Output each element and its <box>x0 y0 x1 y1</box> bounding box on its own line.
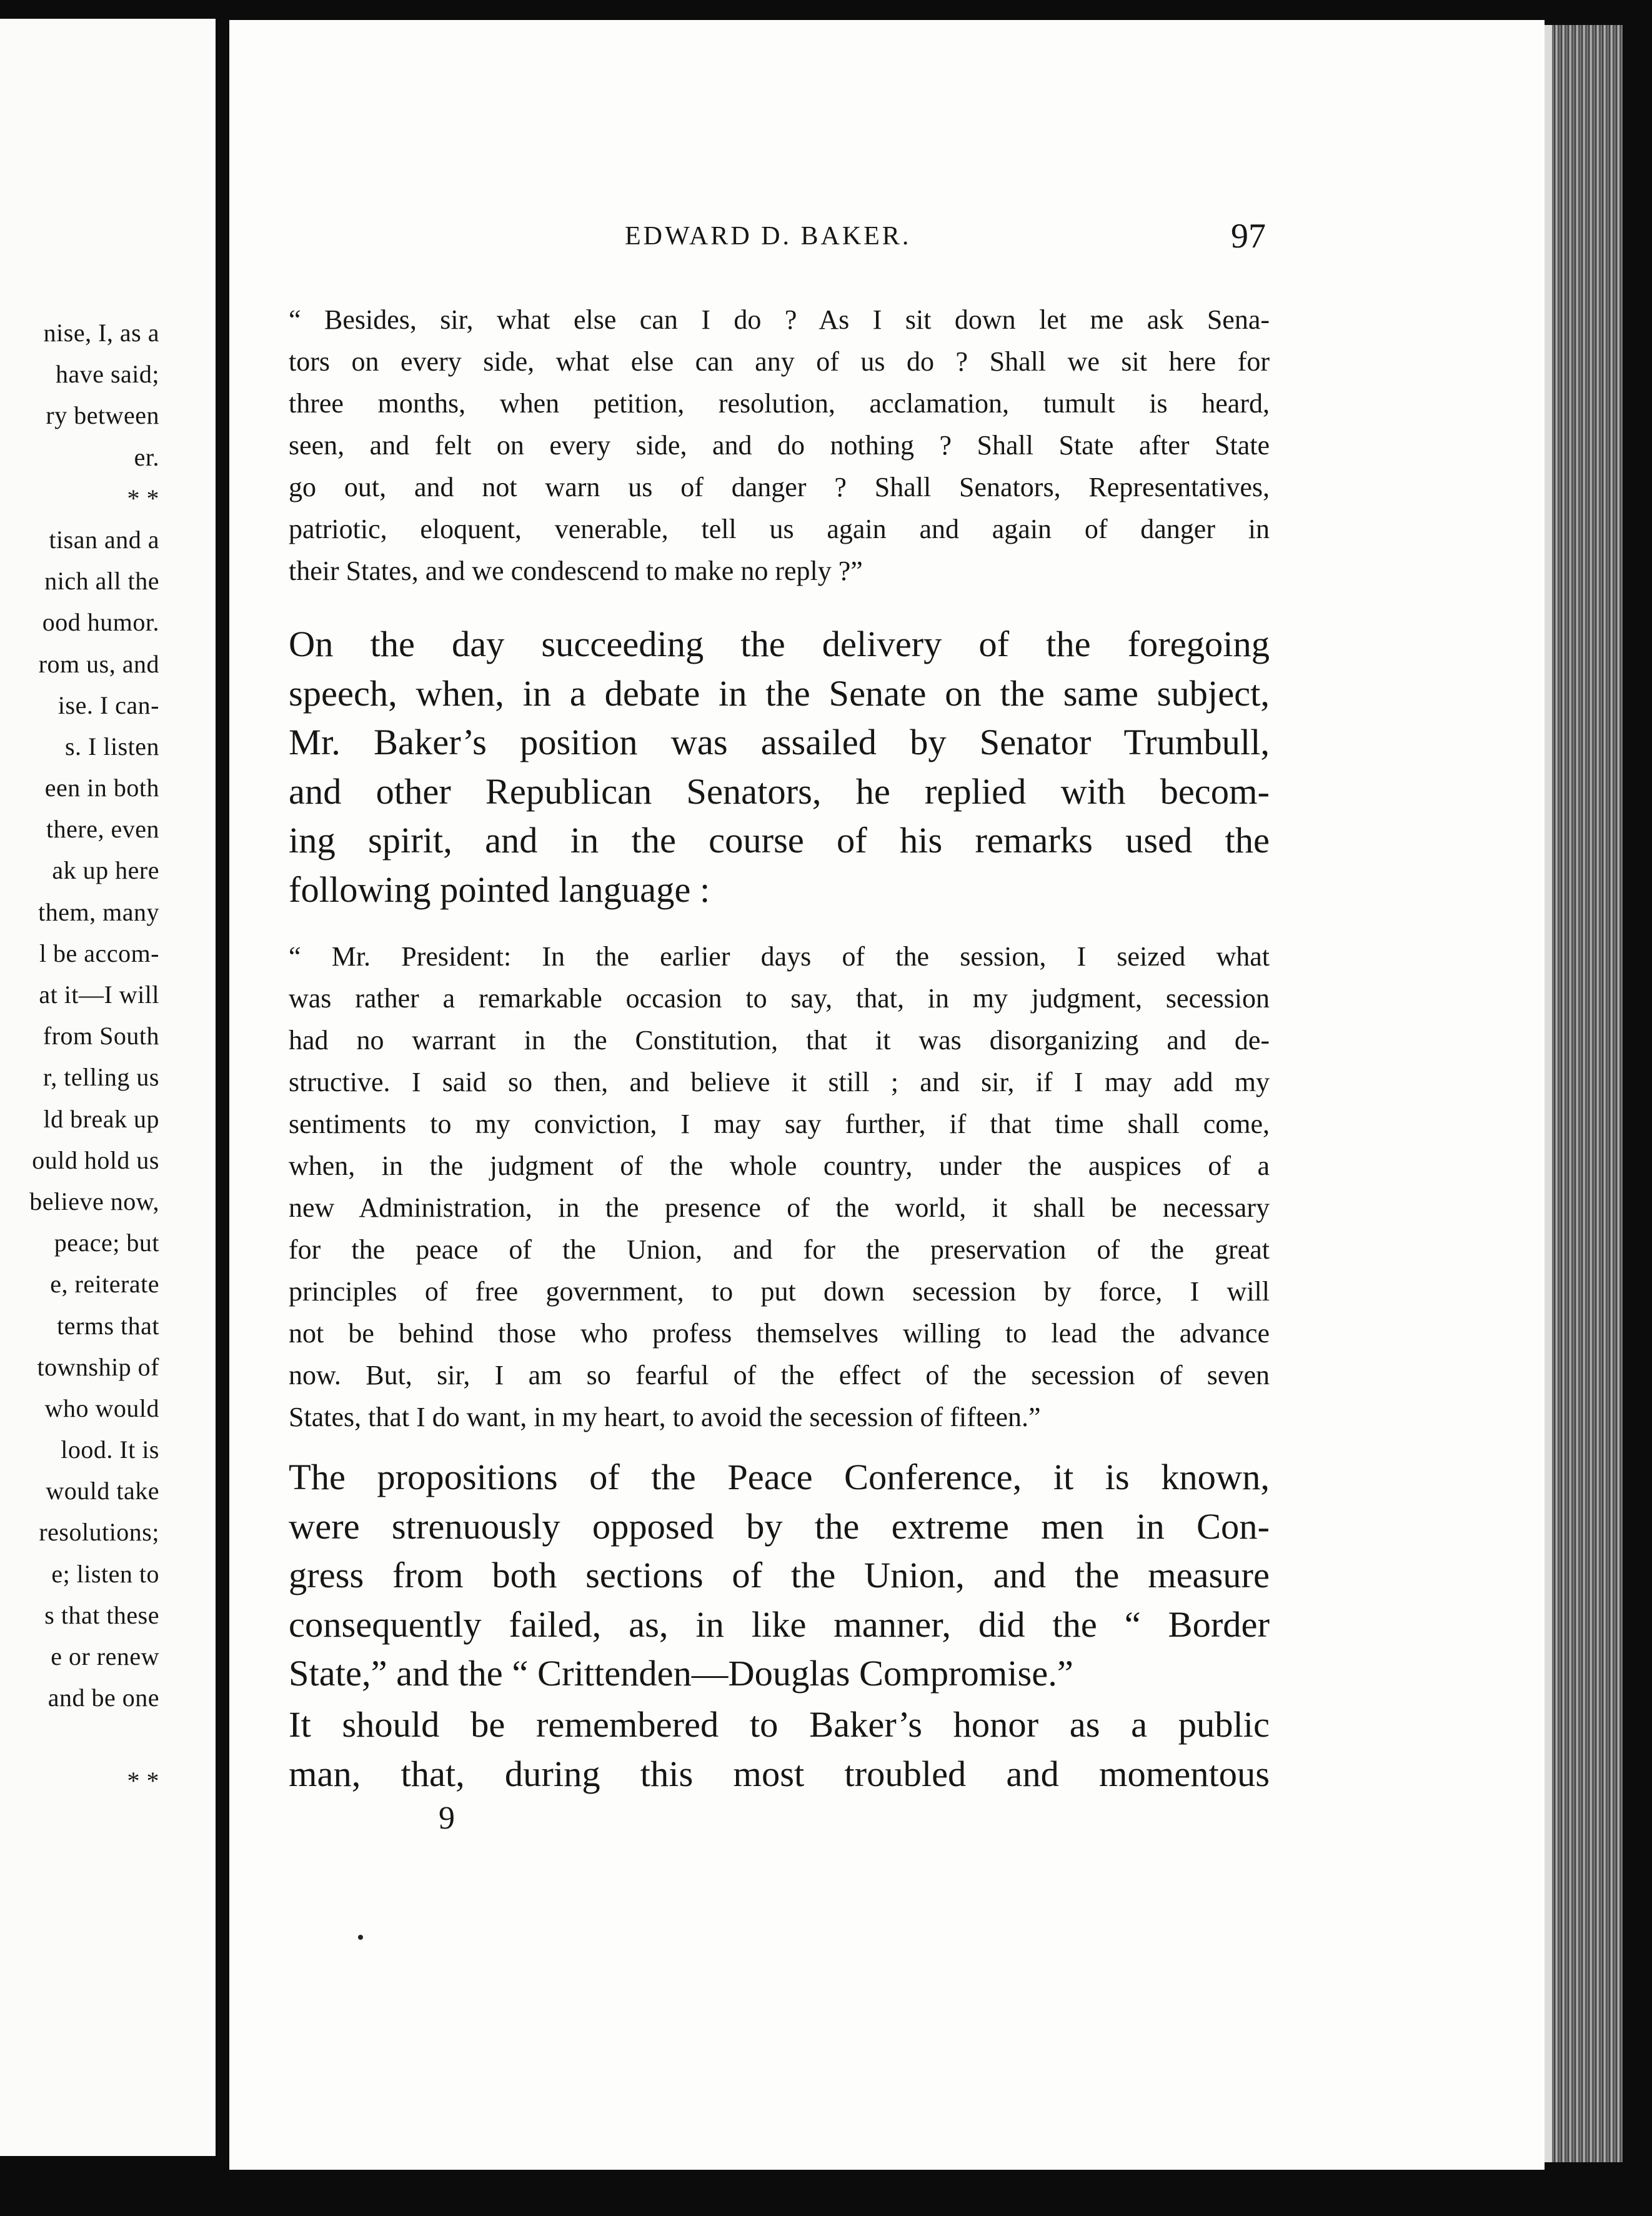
text-line: new Administration, in the presence of the world, it shall be necessary <box>289 1192 1270 1223</box>
facing-line: terms that <box>57 1311 159 1340</box>
text-line: structive. I said so then, and believe it still ; and sir, if I may add my <box>289 1067 1270 1097</box>
text-line: On the day succeeding the delivery of the foregoing <box>289 624 1270 664</box>
facing-line: and be one <box>47 1684 159 1712</box>
text-line: seen, and felt on every side, and do nothing ? Shall State after State <box>289 430 1270 461</box>
text-line: sentiments to my conviction, I may say further, if that time shall come, <box>289 1109 1270 1139</box>
text-line: three months, when petition, resolution, acclamation, tumult is heard, <box>289 388 1270 419</box>
page-edge-stack <box>1545 25 1623 2162</box>
text-line: State,” and the “ Crittenden—Douglas Compromise.” <box>289 1653 1073 1694</box>
facing-line: s that these <box>44 1600 159 1629</box>
text-line: gress from both sections of the Union, and the measure <box>289 1555 1270 1596</box>
facing-line: there, even <box>46 815 159 844</box>
paragraph-3 <box>289 1700 1270 1799</box>
text-line: “ Mr. President: In the earlier days of the session, I seized what <box>289 941 1270 972</box>
signature-mark: 9 <box>439 1800 455 1836</box>
text-line: was rather a remarkable occasion to say, that, in my judgment, secession <box>289 983 1270 1014</box>
facing-line: from South <box>42 1022 159 1051</box>
facing-line: ise. I can- <box>57 691 159 719</box>
facing-line: e or renew <box>51 1642 159 1670</box>
facing-line: at it—I will <box>39 981 159 1009</box>
facing-line: ld break up <box>43 1104 159 1133</box>
facing-line: nise, I, as a <box>43 319 159 347</box>
text-line: not be behind those who profess themselves willing to lead the advance <box>289 1318 1270 1349</box>
facing-line: e, reiterate <box>50 1270 159 1299</box>
text-line: had no warrant in the Constitution, that it was disorganizing and de- <box>289 1025 1270 1056</box>
text-line: and other Republican Senators, he replied with becom- <box>289 771 1270 812</box>
facing-page-text <box>0 312 159 1802</box>
text-line: The propositions of the Peace Conference, it is known, <box>289 1457 1270 1497</box>
paragraph-2 <box>289 1453 1270 1699</box>
facing-line: een in both <box>44 774 159 802</box>
text-line: their States, and we condescend to make no reply ?” <box>289 556 863 586</box>
facing-line: er. <box>134 442 159 471</box>
text-line: following pointed language : <box>289 869 710 910</box>
ink-speck <box>358 1935 363 1940</box>
facing-line: * * <box>127 484 159 512</box>
facing-line <box>0 1719 159 1760</box>
text-line: for the peace of the Union, and for the preservation of the great <box>289 1234 1270 1265</box>
paragraph-1 <box>289 620 1270 915</box>
facing-line: township of <box>37 1352 159 1381</box>
text-line: Mr. Baker’s position was assailed by Senator Trumbull, <box>289 722 1270 763</box>
text-line: man, that, during this most troubled and momentous <box>289 1753 1270 1794</box>
facing-line: ood humor. <box>42 608 159 637</box>
facing-line: peace; but <box>54 1229 159 1257</box>
facing-page <box>0 19 216 2156</box>
text-line: It should be remembered to Baker’s honor as a public <box>289 1704 1270 1745</box>
quotation-block-2 <box>289 936 1270 1438</box>
facing-line: ould hold us <box>32 1145 159 1174</box>
text-line: ing spirit, and in the course of his remarks used the <box>289 820 1270 861</box>
facing-line: s. I listen <box>64 732 159 761</box>
facing-line: * * <box>127 1766 159 1795</box>
facing-line: tisan and a <box>49 525 159 554</box>
facing-line: ak up here <box>52 856 159 885</box>
quotation-block-1 <box>289 299 1270 592</box>
text-line: go out, and not warn us of danger ? Shall Senators, Representatives, <box>289 472 1270 502</box>
text-line: now. But, sir, I am so fearful of the effect of the secession of seven <box>289 1360 1270 1390</box>
facing-line: nich all the <box>44 567 159 596</box>
facing-line: l be accom- <box>39 939 159 967</box>
text-line: patriotic, eloquent, venerable, tell us again and again of danger in <box>289 514 1270 544</box>
facing-line: have said; <box>55 360 159 389</box>
facing-line: believe now, <box>29 1187 159 1215</box>
text-line: consequently failed, as, in like manner, did the “ Border <box>289 1604 1270 1645</box>
text-line: “ Besides, sir, what else can I do ? As I sit down let me ask Sena- <box>289 304 1270 335</box>
running-head: EDWARD D. BAKER. <box>625 222 912 251</box>
text-line: when, in the judgment of the whole country, under the auspices of a <box>289 1150 1270 1181</box>
facing-line: e; listen to <box>51 1559 159 1588</box>
facing-line: resolutions; <box>39 1518 159 1547</box>
facing-line: them, many <box>38 897 159 926</box>
text-line: principles of free government, to put down secession by force, I will <box>289 1276 1270 1307</box>
text-line: were strenuously opposed by the extreme men in Con- <box>289 1505 1270 1547</box>
facing-line: lood. It is <box>61 1435 159 1464</box>
text-line: speech, when, in a debate in the Senate on the same subject, <box>289 672 1270 714</box>
facing-line: ry between <box>46 401 159 430</box>
facing-line: r, telling us <box>43 1063 159 1092</box>
text-line: States, that I do want, in my heart, to avoid the secession of fifteen.” <box>289 1402 1041 1432</box>
facing-line: who would <box>44 1394 159 1422</box>
facing-line: would take <box>46 1477 159 1505</box>
facing-line: rom us, and <box>38 649 159 678</box>
page-number: 97 <box>1231 217 1266 256</box>
text-line: tors on every side, what else can any of us do ? Shall we sit here for <box>289 346 1270 377</box>
page-edge-highlight <box>1545 25 1552 2162</box>
